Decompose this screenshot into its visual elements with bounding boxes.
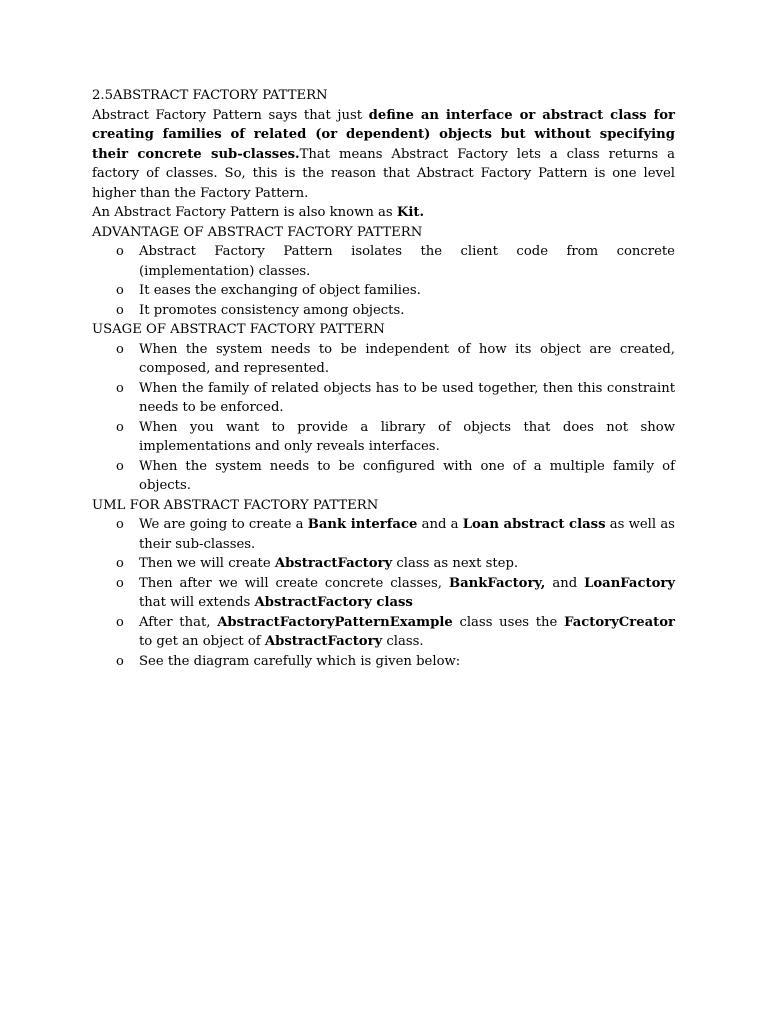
list-item	[92, 515, 675, 554]
list-item	[92, 554, 675, 574]
advantage-list	[92, 242, 675, 320]
bullet-marker: o	[116, 458, 124, 474]
list-item-text: and	[545, 575, 585, 591]
list-item-text: When the system needs to be configured with one of a multiple family of objects.	[139, 458, 675, 493]
list-item-text: and a	[417, 517, 463, 532]
list-item-text: that will extends	[139, 595, 255, 610]
bullet-marker: o	[116, 283, 124, 298]
list-item	[92, 418, 675, 457]
list-item-text: class as next step.	[392, 556, 519, 571]
list-item-text: as well as their sub-classes.	[139, 517, 675, 552]
list-item-text: When you want to provide a library of objects that does not show implementations and only reveals interfaces.	[139, 419, 675, 454]
section-title: 2.5ABSTRACT FACTORY PATTERN	[92, 88, 328, 103]
document-body	[92, 86, 675, 671]
list-item-text: It promotes consistency among objects.	[139, 302, 405, 318]
bullet-marker: o	[116, 302, 124, 318]
list-item-text: After that,	[139, 614, 218, 630]
list-item-text: We are going to create a	[139, 517, 308, 532]
bullet-marker: o	[116, 244, 124, 259]
uml-heading: UML FOR ABSTRACT FACTORY PATTERN	[92, 497, 379, 513]
factory-creator-bold: FactoryCreator	[564, 614, 675, 630]
bullet-marker: o	[116, 556, 124, 571]
bank-factory-bold: BankFactory,	[448, 575, 546, 591]
loan-factory-bold: LoanFactory	[584, 575, 675, 591]
list-item	[92, 613, 675, 652]
list-item	[92, 652, 675, 672]
pattern-example-bold: AbstractFactoryPatternExample	[217, 614, 453, 630]
list-item	[92, 457, 675, 496]
list-item-text: to get an object of	[139, 634, 265, 649]
list-item-text: See the diagram carefully which is given below:	[139, 653, 461, 669]
list-item-text: Then we will create	[139, 556, 275, 571]
bullet-marker: o	[116, 575, 124, 591]
list-item-text: When the system needs to be independent of how its object are created, composed, and represented.	[139, 341, 675, 376]
advantage-heading: ADVANTAGE OF ABSTRACT FACTORY PATTERN	[92, 224, 423, 240]
kit-line-bold: Kit.	[396, 205, 425, 220]
usage-list	[92, 340, 675, 496]
list-item	[92, 242, 675, 281]
list-item	[92, 281, 675, 301]
bullet-marker: o	[116, 653, 124, 669]
abstract-factory-bold: AbstractFactory	[274, 556, 393, 571]
bullet-marker: o	[116, 517, 124, 532]
list-item	[92, 379, 675, 418]
loan-abstract-class-bold: Loan abstract class	[462, 517, 606, 532]
bullet-marker: o	[116, 341, 124, 357]
list-item-text: Abstract Factory Pattern isolates the client code from concrete (implementation) classes.	[139, 244, 675, 279]
kit-line	[92, 203, 675, 223]
intro-text-1: Abstract Factory Pattern says that just	[92, 107, 369, 123]
intro-text-2: That means Abstract Factory lets a class returns a factory of classes. So, this is the reason that Abstract Factory Pattern is one level higher than the Factory Pattern.	[92, 146, 675, 201]
list-item-text: Then after we will create concrete classes,	[139, 575, 449, 591]
list-item-text: It eases the exchanging of object families.	[139, 283, 421, 298]
list-item	[92, 301, 675, 321]
intro-paragraph	[92, 106, 675, 204]
kit-line-text: An Abstract Factory Pattern is also known as	[92, 205, 397, 220]
list-item-text: When the family of related objects has to be used together, then this constraint needs to be enforced.	[139, 380, 675, 415]
uml-list	[92, 515, 675, 671]
abstract-factory-bold: AbstractFactory	[264, 634, 383, 649]
list-item	[92, 340, 675, 379]
bullet-marker: o	[116, 614, 124, 630]
abstract-factory-class-bold: AbstractFactory class	[254, 595, 413, 610]
usage-heading: USAGE OF ABSTRACT FACTORY PATTERN	[92, 322, 385, 337]
list-item-text: class uses the	[452, 614, 565, 630]
list-item-text: class.	[382, 634, 424, 649]
list-item	[92, 574, 675, 613]
bullet-marker: o	[116, 419, 124, 435]
bullet-marker: o	[116, 380, 124, 396]
bank-interface-bold: Bank interface	[307, 517, 418, 532]
intro-bold-definition: define an interface or abstract class for creating families of related (or dependent) objects but without specifying their concrete sub-classes.	[92, 107, 675, 162]
